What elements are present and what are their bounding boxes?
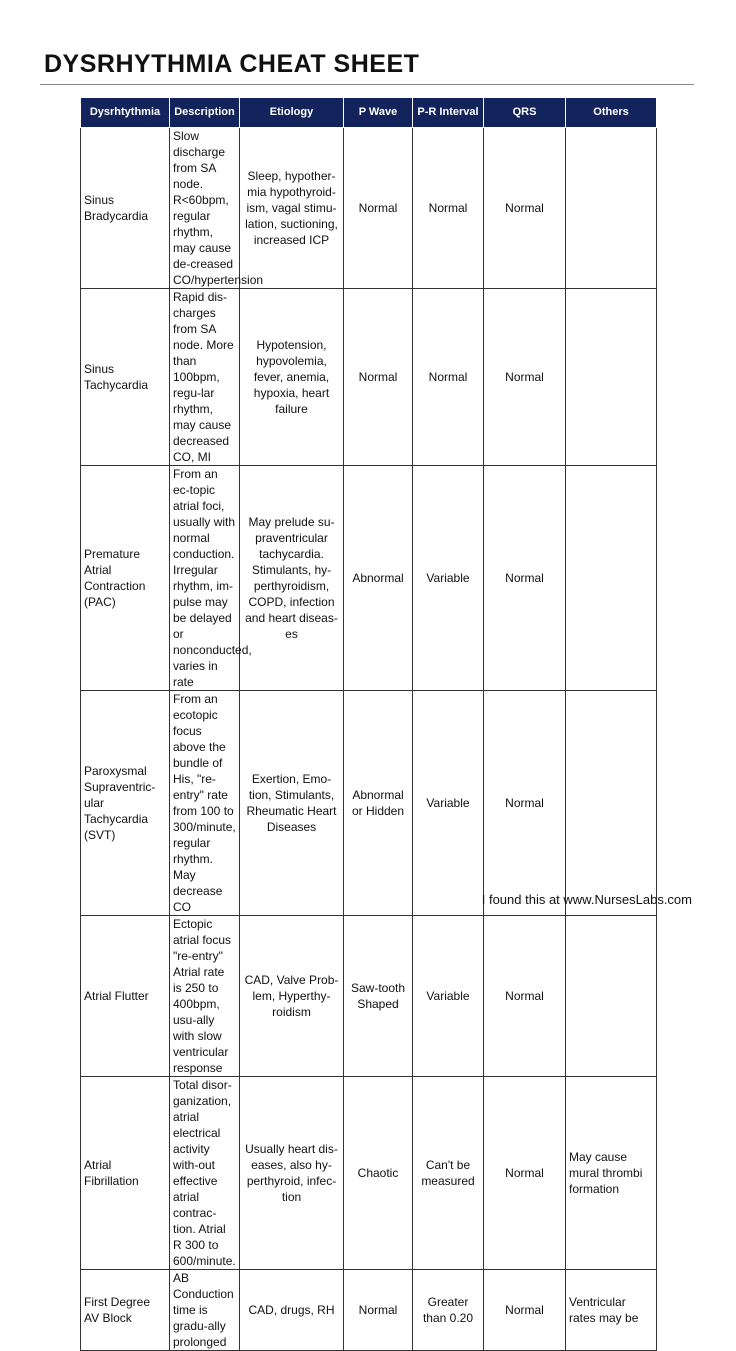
row-others [566,916,657,1077]
row-pr-interval: Normal [413,289,484,466]
table-row [81,466,657,691]
row-description: From an ecotopic focus above the bundle of His, "re-entry" rate from 100 to 300/minute, regular rhythm. May decrease CO [170,691,240,916]
table-row [81,1077,657,1270]
column-header: Etiology [240,98,344,128]
row-others [566,691,657,916]
row-etiology: May prelude su-praventricular tachycardia. Stimulants, hy-perthyroidism, COPD, infection and heart diseas-es [240,466,344,691]
row-pr-interval: Can't be measured [413,1077,484,1270]
table-row [81,916,657,1077]
row-qrs: Normal [484,466,566,691]
row-description: Slow discharge from SA node. R<60bpm, regular rhythm, may cause de-creased CO/hypertension [170,128,240,289]
row-etiology: Sleep, hypother-mia hypothyroid-ism, vagal stimu-lation, suctioning, increased ICP [240,128,344,289]
row-pr-interval: Normal [413,128,484,289]
row-qrs: Normal [484,691,566,916]
row-name: Atrial Fibrillation [81,1077,170,1270]
row-others [566,289,657,466]
dysrhythmia-table [80,97,657,1351]
row-p-wave: Normal [344,128,413,289]
row-name: First Degree AV Block [81,1270,170,1351]
row-description: From an ec-topic atrial foci, usually with normal conduction. Irregular rhythm, im-pulse may be delayed or nonconducted, varies in rate [170,466,240,691]
table-header-row [81,98,657,128]
row-qrs: Normal [484,289,566,466]
row-p-wave: Chaotic [344,1077,413,1270]
column-header: Others [566,98,657,128]
row-qrs: Normal [484,1270,566,1351]
column-header: P-R Interval [413,98,484,128]
row-etiology: CAD, drugs, RH [240,1270,344,1351]
row-others [566,128,657,289]
row-name: Sinus Bradycardia [81,128,170,289]
row-description: Ectopic atrial focus "re-entry" Atrial rate is 250 to 400bpm, usu-ally with slow ventricular response [170,916,240,1077]
row-pr-interval: Variable [413,916,484,1077]
row-name: Paroxysmal Supraventric-ular Tachycardia (SVT) [81,691,170,916]
row-qrs: Normal [484,916,566,1077]
table-row [81,289,657,466]
table-row [81,1270,657,1351]
row-p-wave: Saw-tooth Shaped [344,916,413,1077]
table-row [81,691,657,916]
column-header: Description [170,98,240,128]
column-header: QRS [484,98,566,128]
title-divider [40,84,694,85]
row-others [566,466,657,691]
row-etiology: Hypotension, hypovolemia, fever, anemia, hypoxia, heart failure [240,289,344,466]
row-p-wave: Abnormal or Hidden [344,691,413,916]
column-header: Dysrhtythmia [81,98,170,128]
row-etiology: Exertion, Emo-tion, Stimulants, Rheumatic Heart Diseases [240,691,344,916]
row-p-wave: Abnormal [344,466,413,691]
row-pr-interval: Greater than 0.20 [413,1270,484,1351]
row-pr-interval: Variable [413,691,484,916]
row-name: Sinus Tachycardia [81,289,170,466]
row-qrs: Normal [484,128,566,289]
row-description: Total disor-ganization, atrial electrical activity with-out effective atrial contrac-tion. Atrial R 300 to 600/minute. [170,1077,240,1270]
row-p-wave: Normal [344,1270,413,1351]
row-others: Ventricular rates may be [566,1270,657,1351]
page-title: DYSRHYTHMIA CHEAT SHEET [44,50,420,78]
row-name: Premature Atrial Contraction (PAC) [81,466,170,691]
row-p-wave: Normal [344,289,413,466]
row-description: AB Conduction time is gradu-ally prolonged [170,1270,240,1351]
table-row [81,128,657,289]
column-header: P Wave [344,98,413,128]
row-etiology: CAD, Valve Prob-lem, Hyperthy-roidism [240,916,344,1077]
row-description: Rapid dis-charges from SA node. More than 100bpm, regu-lar rhythm, may cause decreased CO, MI [170,289,240,466]
row-qrs: Normal [484,1077,566,1270]
row-others: May cause mural thrombi formation [566,1077,657,1270]
source-credit: I found this at www.NursesLabs.com [481,892,692,907]
row-etiology: Usually heart dis-eases, also hy-perthyroid, infec-tion [240,1077,344,1270]
row-name: Atrial Flutter [81,916,170,1077]
row-pr-interval: Variable [413,466,484,691]
